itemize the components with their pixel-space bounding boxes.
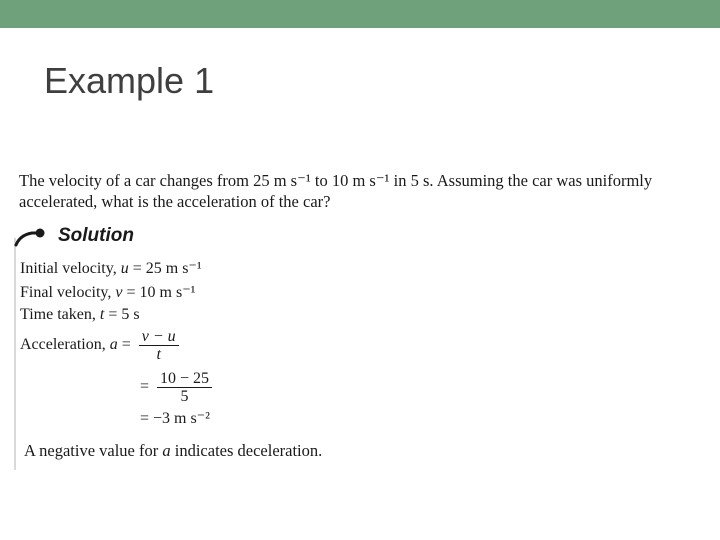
substitution-equals: =: [140, 378, 150, 396]
acceleration-label: Acceleration,: [20, 336, 110, 354]
top-accent-bar: [0, 0, 720, 28]
final-velocity-value: = 10 m s⁻¹: [122, 284, 196, 301]
time-taken-symbol: t: [99, 306, 105, 323]
acceleration-formula-fraction: [139, 328, 179, 363]
formula-denominator: t: [156, 346, 161, 363]
initial-velocity-line: [20, 258, 202, 278]
substitution-fraction: [157, 370, 212, 405]
substitution-denominator: 5: [180, 388, 189, 405]
note-text-after: indicates deceleration.: [170, 441, 323, 460]
initial-velocity-value: = 25 m s⁻¹: [128, 260, 202, 277]
swoosh-bullet-icon: [14, 225, 46, 247]
initial-velocity-symbol: u: [120, 260, 129, 277]
scan-edge-line: [14, 238, 16, 470]
final-velocity-symbol: v: [115, 284, 123, 301]
time-taken-line: [20, 306, 140, 324]
final-velocity-line: [20, 282, 195, 302]
acceleration-equals: =: [117, 336, 131, 354]
solution-label: Solution: [58, 225, 134, 246]
deceleration-note: [24, 441, 322, 461]
initial-velocity-label: Initial velocity,: [20, 260, 121, 277]
time-taken-value: = 5 s: [104, 306, 140, 323]
solution-heading: [14, 224, 134, 248]
example-scan: [14, 158, 704, 473]
slide-title: Example 1: [44, 60, 215, 101]
acceleration-formula-line: [20, 328, 179, 363]
formula-numerator: v − u: [139, 328, 179, 346]
final-velocity-label: Final velocity,: [20, 284, 116, 301]
note-text-before: A negative value for: [24, 441, 163, 460]
acceleration-result: = −3 m s⁻²: [140, 410, 210, 427]
note-symbol: a: [162, 441, 171, 460]
time-taken-label: Time taken,: [20, 306, 100, 323]
question-text: The velocity of a car changes from 25 m s⁻¹ to 10 m s⁻¹ in 5 s. Assuming the car was uniformly accelerated, what is the acceleration of the car?: [19, 171, 653, 211]
acceleration-symbol: a: [109, 336, 118, 354]
acceleration-substitution-line: [140, 370, 212, 405]
substitution-numerator: 10 − 25: [157, 370, 212, 388]
